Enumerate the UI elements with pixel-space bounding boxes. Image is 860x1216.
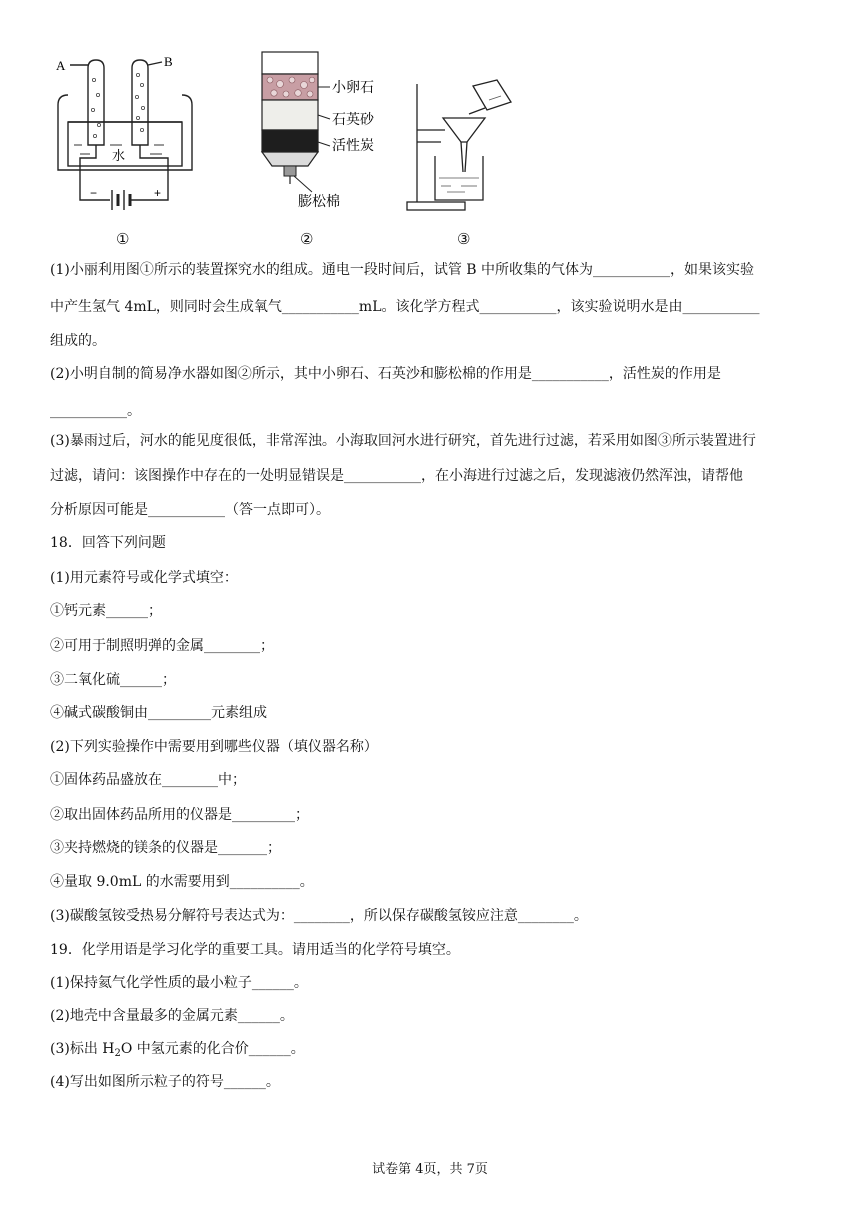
electrolysis-diagram xyxy=(50,50,200,215)
question-19-part-3 xyxy=(50,1039,305,1064)
text-line: ②可用于制照明弹的金属________； xyxy=(50,638,274,654)
text-line: 中产生氢气 4mL，则同时会生成氧气___________mL。该化学方程式___________，该实验说明水是由___________ xyxy=(50,299,760,315)
text-line: (1)用元素符号或化学式填空： xyxy=(50,570,238,586)
cotton-layer-label: 膨松棉 xyxy=(298,194,340,210)
figure-strip xyxy=(50,50,810,255)
text-line: ③夹持燃烧的镁条的仪器是_______； xyxy=(50,840,281,856)
filtration-setup-figure xyxy=(405,78,525,248)
page-footer: 试卷第 4页，共 7页 xyxy=(372,1162,488,1177)
water-subscript: 2 xyxy=(114,1048,121,1059)
pebble-layer-label: 小卵石 xyxy=(332,80,374,96)
electrolysis-apparatus-figure xyxy=(50,50,200,248)
water-purifier-diagram xyxy=(250,50,390,215)
text-line: 18．回答下列问题 xyxy=(50,535,166,551)
text-line: (2)小明自制的简易净水器如图②所示，其中小卵石、石英沙和膨松棉的作用是___________，活性炭的作用是 xyxy=(50,366,721,382)
figure-3-number: ③ xyxy=(457,230,471,248)
text-line: ④碱式碳酸铜由_________元素组成 xyxy=(50,705,267,721)
text-line: ①钙元素______； xyxy=(50,603,162,619)
text-line: (3)暴雨过后，河水的能见度很低，非常浑浊。小海取回河水进行研究，首先进行过滤，若采用如图③所示装置进行 xyxy=(50,433,756,449)
text-line: ___________。 xyxy=(50,403,141,419)
text-line: 分析原因可能是___________（答一点即可）。 xyxy=(50,502,330,518)
water-purifier-figure xyxy=(250,50,390,248)
text-line: ③二氧化硫______； xyxy=(50,672,176,688)
figure-1-number: ① xyxy=(116,230,130,248)
text-line: (2)下列实验操作中需要用到哪些仪器（填仪器名称） xyxy=(50,739,378,755)
figure-2-number: ② xyxy=(300,230,314,248)
tube-a-label: A xyxy=(56,58,66,73)
text-line: ①固体药品盛放在________中； xyxy=(50,772,246,788)
text-line: (4)写出如图所示粒子的符号______。 xyxy=(50,1074,280,1090)
quartz-sand-layer-label: 石英砂 xyxy=(332,112,374,128)
text-line: (3)碳酸氢铵受热易分解符号表达式为：________，所以保存碳酸氢铵应注意________。 xyxy=(50,908,588,924)
question-19-part-3-after: O 中氢元素的化合价______。 xyxy=(120,1041,305,1057)
text-line: 组成的。 xyxy=(50,333,106,349)
filtration-diagram xyxy=(405,78,525,218)
text-line: (1)小丽利用图①所示的装置探究水的组成。通电一段时间后，试管 B 中所收集的气体为___________，如果该实验 xyxy=(50,262,755,278)
text-line: 过滤，请问：该图操作中存在的一处明显错误是___________，在小海进行过滤之后，发现滤液仍然浑浊，请帮他 xyxy=(50,468,743,484)
text-line: (1)保持氦气化学性质的最小粒子______。 xyxy=(50,975,308,991)
text-line: ②取出固体药品所用的仪器是_________； xyxy=(50,807,309,823)
negative-terminal-label: − xyxy=(90,186,98,200)
text-line: 19．化学用语是学习化学的重要工具。请用适当的化学符号填空。 xyxy=(50,942,460,958)
text-line: ④量取 9.0mL 的水需要用到__________。 xyxy=(50,874,314,890)
question-19-part-3-before: (3)标出 H xyxy=(50,1041,115,1057)
activated-carbon-layer-label: 活性炭 xyxy=(332,138,374,154)
text-line: (2)地壳中含量最多的金属元素______。 xyxy=(50,1008,294,1024)
positive-terminal-label: + xyxy=(154,186,162,200)
water-label: 水 xyxy=(112,149,126,164)
tube-b-label: B xyxy=(164,54,173,69)
